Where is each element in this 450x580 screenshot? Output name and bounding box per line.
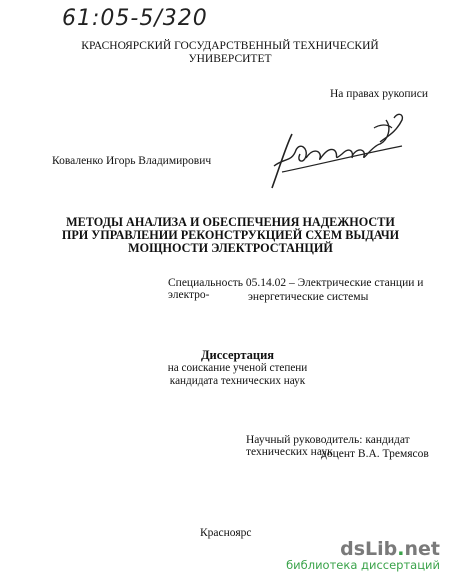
advisor-line-2: доцент В.А. Тремясов (321, 448, 429, 460)
dissertation-block (150, 348, 325, 387)
university-line-2: УНИВЕРСИТЕТ (188, 53, 272, 65)
author-name: Коваленко Игорь Владимирович (52, 155, 212, 167)
degree-line-1: на соискание ученой степени (167, 362, 308, 374)
advisor-line-1: Научный руководитель: кандидат технических наук (246, 434, 410, 458)
university-line-1: КРАСНОЯРСКИЙ ГОСУДАРСТВЕННЫЙ ТЕХНИЧЕСКИЙ (81, 40, 379, 52)
logo-main: dsLib (340, 538, 398, 560)
archive-stamp-number: 61:05-5/320 (62, 6, 208, 31)
degree-line-2: кандидата технических наук (169, 374, 306, 387)
title-line-2: ПРИ УПРАВЛЕНИИ РЕКОНСТРУКЦИЕЙ СХЕМ ВЫДАЧИ (61, 228, 400, 242)
university-heading (60, 40, 400, 66)
dissertation-title (58, 216, 403, 255)
logo-end: net (404, 538, 440, 560)
specialty-line-1: Специальность 05.14.02 – Электрические станции и электро- (168, 277, 424, 301)
dslib-watermark[interactable] (286, 539, 440, 572)
logo-dot: . (397, 538, 405, 560)
title-line-3: МОЩНОСТИ ЭЛЕКТРОСТАНЦИЙ (128, 241, 333, 255)
title-line-1: МЕТОДЫ АНАЛИЗА И ОБЕСПЕЧЕНИЯ НАДЕЖНОСТИ (66, 215, 395, 229)
dissertation-heading: Диссертация (200, 348, 275, 362)
dslib-logo (286, 539, 440, 559)
manuscript-rights-note: На правах рукописи (330, 88, 428, 100)
specialty-line-2: энергетические системы (248, 291, 369, 303)
handwritten-signature (262, 106, 412, 192)
city-name: Красноярс (200, 527, 252, 539)
dslib-tagline: библиотека диссертаций (286, 558, 440, 572)
